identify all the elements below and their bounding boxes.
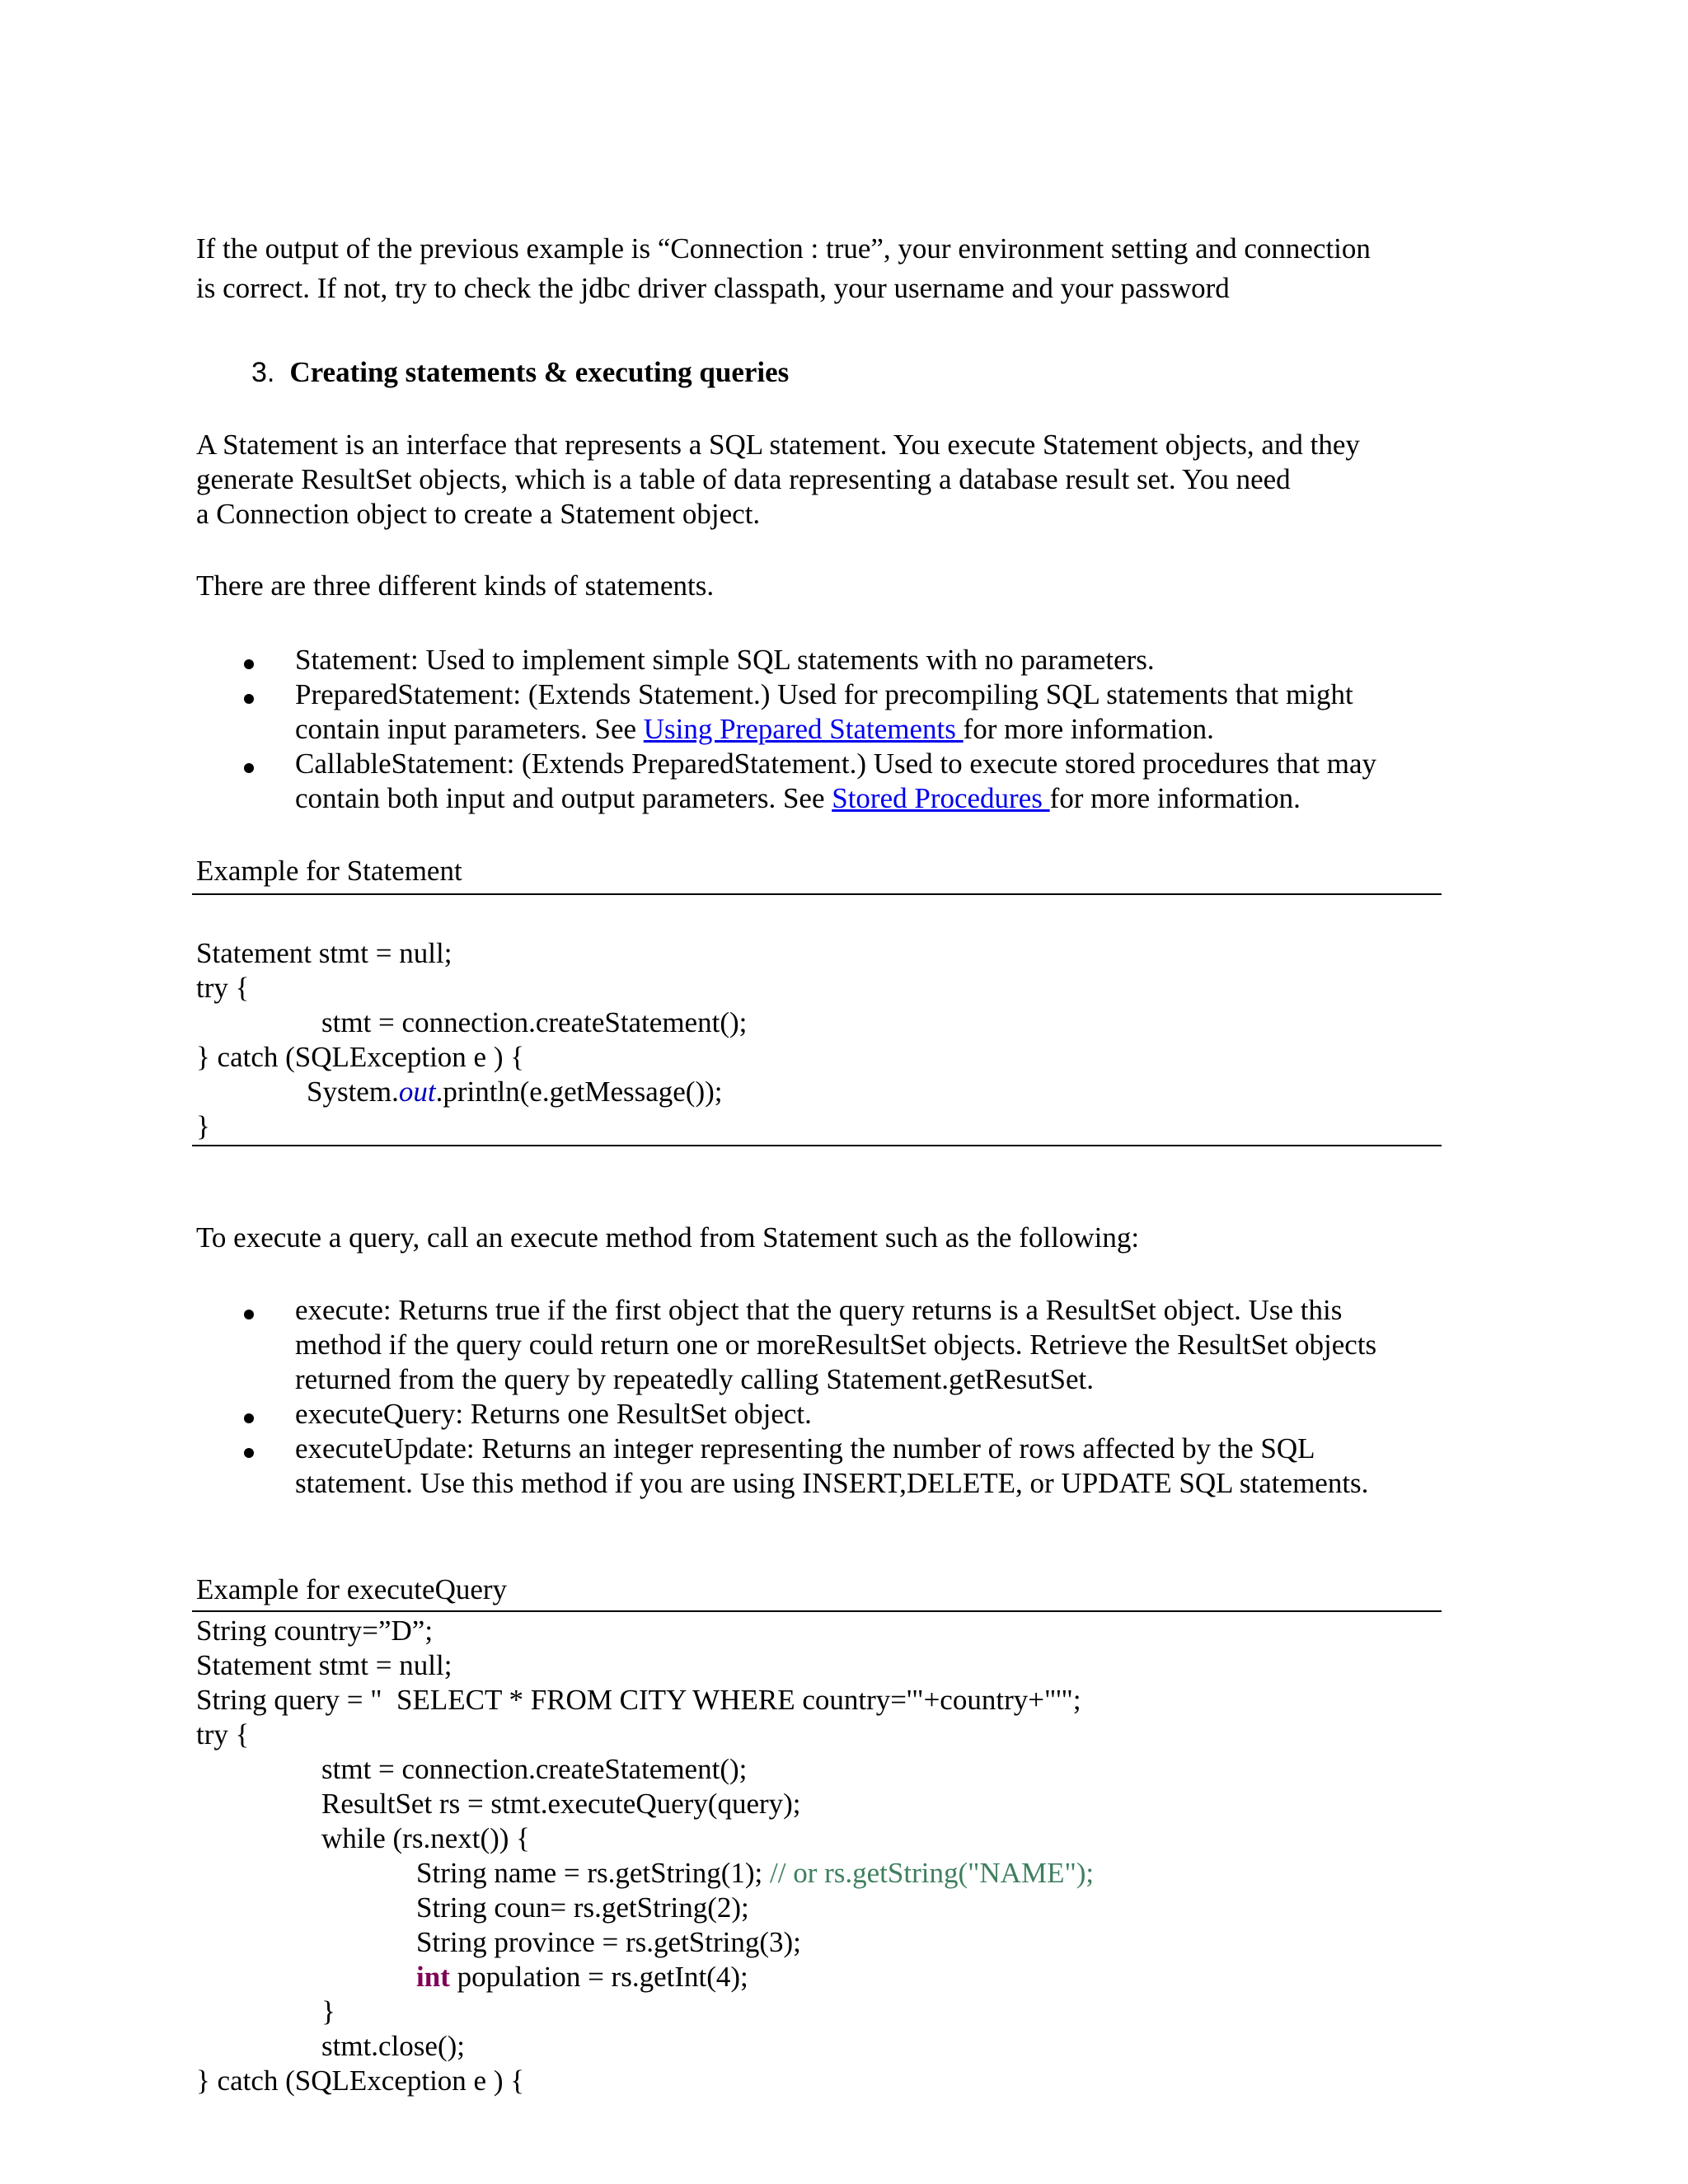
method-execute-line-1: execute: Returns true if the first object that the query returns is a ResultSet object. Use this xyxy=(295,1294,1343,1326)
code-line: String province = rs.getString(3); xyxy=(416,1926,801,1958)
kind-prepared-text: contain input parameters. See xyxy=(295,713,644,745)
code-line: Statement stmt = null; xyxy=(196,937,452,969)
method-executequery: executeQuery: Returns one ResultSet object. xyxy=(295,1398,812,1430)
code-line: stmt = connection.createStatement(); xyxy=(321,1006,748,1038)
code-text: System. xyxy=(307,1076,399,1108)
kind-statement: Statement: Used to implement simple SQL statements with no parameters. xyxy=(295,644,1155,676)
code-line xyxy=(307,1075,723,1109)
method-execute-line-3: returned from the query by repeatedly calling Statement.getResutSet. xyxy=(295,1363,1094,1395)
code-line: Statement stmt = null; xyxy=(196,1649,452,1681)
bullet-icon xyxy=(244,1413,254,1423)
kind-callable-line-1: CallableStatement: (Extends PreparedStatement.) Used to execute stored procedures that may xyxy=(295,748,1377,780)
example-executequery-label: Example for executeQuery xyxy=(196,1573,508,1605)
bullet-icon xyxy=(244,694,254,704)
code-text: String name = rs.getString(1); xyxy=(416,1857,770,1889)
code-line: } xyxy=(196,1110,210,1142)
statement-desc-line-1: A Statement is an interface that represents a SQL statement. You execute Statement objects, and they xyxy=(196,429,1360,461)
code-line: while (rs.next()) { xyxy=(321,1822,530,1854)
code-line: } catch (SQLException e ) { xyxy=(196,1041,525,1073)
code-text: population = rs.getInt(4); xyxy=(449,1961,748,1993)
code-line: String country=”D”; xyxy=(196,1615,434,1647)
kind-callable-text-end: for more information. xyxy=(1049,782,1301,814)
kind-prepared-text-end: for more information. xyxy=(963,713,1214,745)
code-line: try { xyxy=(196,1718,250,1750)
code-line: stmt = connection.createStatement(); xyxy=(321,1753,748,1785)
bullet-icon xyxy=(244,763,254,773)
bullet-icon xyxy=(244,659,254,669)
kind-prepared-line-2 xyxy=(295,712,1214,747)
code-text: .println(e.getMessage()); xyxy=(435,1076,723,1108)
statement-desc-line-3: a Connection object to create a Statement object. xyxy=(196,498,761,530)
method-executeupdate-line-1: executeUpdate: Returns an integer representing the number of rows affected by the SQL xyxy=(295,1432,1315,1465)
kinds-intro: There are three different kinds of statements. xyxy=(196,569,715,602)
code-line: } xyxy=(321,1995,335,2027)
code-line: String coun= rs.getString(2); xyxy=(416,1891,749,1924)
code-line: } catch (SQLException e ) { xyxy=(196,2064,525,2097)
code-line: try { xyxy=(196,972,250,1004)
code-line xyxy=(416,1856,1094,1891)
kind-prepared-line-1: PreparedStatement: (Extends Statement.) Used for precompiling SQL statements that might xyxy=(295,678,1353,710)
code-line: ResultSet rs = stmt.executeQuery(query); xyxy=(321,1788,801,1820)
code-line: stmt.close(); xyxy=(321,2030,465,2062)
divider xyxy=(192,1610,1442,1612)
section-title: Creating statements & executing queries xyxy=(289,356,790,388)
section-heading xyxy=(251,355,789,390)
using-prepared-statements-link[interactable]: Using Prepared Statements xyxy=(643,713,964,745)
code-field-out: out xyxy=(398,1076,436,1108)
code-comment: // or rs.getString("NAME"); xyxy=(770,1857,1095,1889)
divider xyxy=(192,893,1442,895)
divider xyxy=(192,1145,1442,1146)
method-executeupdate-line-2: statement. Use this method if you are using INSERT,DELETE, or UPDATE SQL statements. xyxy=(295,1467,1369,1499)
method-execute-line-2: method if the query could return one or moreResultSet objects. Retrieve the ResultSet objects xyxy=(295,1329,1377,1361)
intro-line-2: is correct. If not, try to check the jdbc driver classpath, your username and your password xyxy=(196,272,1230,304)
section-number: 3. xyxy=(251,357,275,388)
code-line xyxy=(416,1960,748,1994)
kind-callable-text: contain both input and output parameters. See xyxy=(295,782,832,814)
stored-procedures-link[interactable]: Stored Procedures xyxy=(832,782,1050,814)
example-statement-label: Example for Statement xyxy=(196,855,462,887)
bullet-icon xyxy=(244,1448,254,1458)
intro-line-1: If the output of the previous example is “Connection : true”, your environment setting and connection xyxy=(196,232,1371,265)
code-line: String query = " SELECT * FROM CITY WHERE country='"+country+"'"; xyxy=(196,1684,1081,1716)
bullet-icon xyxy=(244,1310,254,1319)
kind-callable-line-2 xyxy=(295,781,1301,816)
execute-intro: To execute a query, call an execute method from Statement such as the following: xyxy=(196,1221,1140,1254)
code-keyword-int: int xyxy=(416,1961,450,1993)
statement-desc-line-2: generate ResultSet objects, which is a table of data representing a database result set. You need xyxy=(196,463,1291,495)
